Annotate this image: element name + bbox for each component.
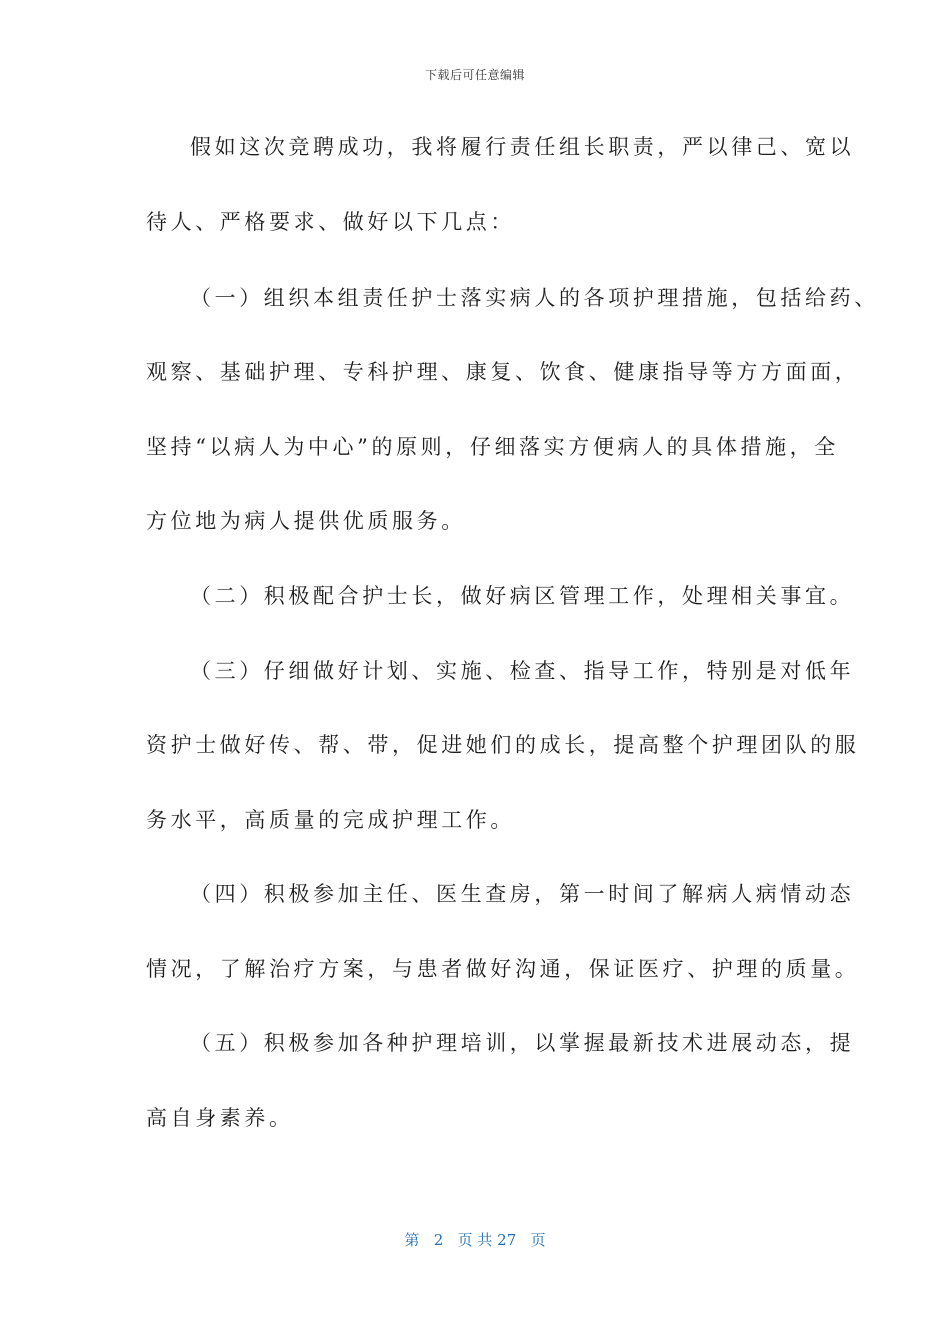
paragraph-line: （二）积极配合护士长，做好病区管理工作，处理相关事宜。 xyxy=(190,584,855,608)
paragraph-line: （五）积极参加各种护理培训，以掌握最新技术进展动态，提 xyxy=(190,1031,855,1055)
paragraph-line: （三）仔细做好计划、实施、检查、指导工作，特别是对低年 xyxy=(190,659,855,683)
page-number-footer xyxy=(0,1229,950,1250)
paragraph-line: 情况，了解治疗方案，与患者做好沟通，保证医疗、护理的质量。 xyxy=(146,957,860,981)
paragraph-line: 观察、基础护理、专科护理、康复、饮食、健康指导等方方面面， xyxy=(146,360,860,384)
paragraph-line: 坚持“以病人为中心”的原则，仔细落实方便病人的具体措施，全 xyxy=(146,435,839,459)
paragraph-line: 方位地为病人提供优质服务。 xyxy=(146,509,466,533)
total-pages-number: 27 xyxy=(497,1231,517,1249)
paragraph-line: 资护士做好传、帮、带，促进她们的成长，提高整个护理团队的服 xyxy=(146,733,860,757)
page-label-mid: 页 共 xyxy=(457,1231,493,1249)
page-label-prefix: 第 xyxy=(404,1231,420,1249)
paragraph-line: 务水平，高质量的完成护理工作。 xyxy=(146,808,515,832)
paragraph-line: 假如这次竞聘成功，我将履行责任组长职责，严以律己、宽以 xyxy=(190,135,855,159)
paragraph-line: （四）积极参加主任、医生查房，第一时间了解病人病情动态 xyxy=(190,882,855,906)
header-note: 下载后可任意编辑 xyxy=(424,68,525,82)
current-page-number: 2 xyxy=(433,1231,444,1249)
paragraph-line: 高自身素养。 xyxy=(146,1106,294,1130)
page-label-suffix: 页 xyxy=(530,1231,546,1249)
paragraph-line: （一）组织本组责任护士落实病人的各项护理措施，包括给药、 xyxy=(190,286,879,310)
paragraph-line: 待人、严格要求、做好以下几点： xyxy=(146,210,515,234)
